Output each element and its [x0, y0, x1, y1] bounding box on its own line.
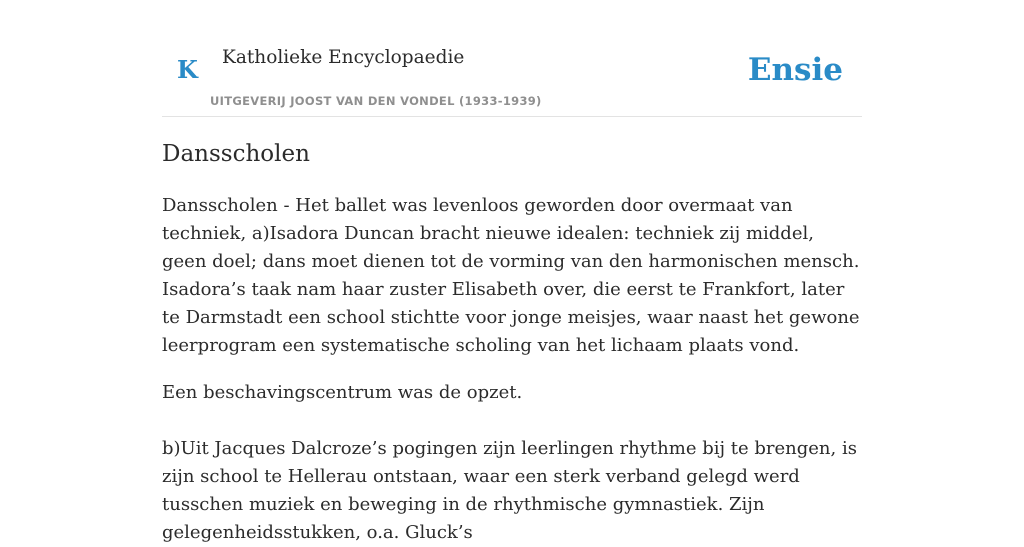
- article-paragraph: b)Uit Jacques Dalcroze’s pogingen zijn leerlingen rhythme bij te brengen, is zijn school te Hellerau ontstaan, waar een sterk verband gelegd werd tusschen muziek en beweging in de rhythmische gymnastiek. Zijn gelegenheidsstukken, o.a. Gluck’s: [162, 438, 857, 543]
- brand-logo-link[interactable]: Ensie: [747, 52, 843, 88]
- publisher-subtitle: UITGEVERIJ JOOST VAN DEN VONDEL (1933-1939): [210, 94, 542, 108]
- article-title: Dansscholen: [162, 141, 310, 167]
- article: [162, 138, 862, 547]
- site-header: [162, 0, 862, 117]
- site-logo[interactable]: K: [177, 55, 198, 84]
- article-paragraph: Dansscholen - Het ballet was levenloos geworden door overmaat van techniek, a)Isadora Duncan bracht nieuwe idealen: techniek zij middel, geen doel; dans moet dienen tot de vorming van den harmonischen mensch. Isadora’s taak nam haar zuster Elisabeth over, die eerst te Frankfort, later te Darmstadt een school stichtte voor jonge meisjes, waar naast het gewone leerprogram een systematische scholing van het lichaam plaats vond.: [162, 195, 860, 356]
- article-paragraph: Een beschavingscentrum was de opzet.: [162, 382, 523, 403]
- publication-title[interactable]: Katholieke Encyclopaedie: [222, 47, 465, 68]
